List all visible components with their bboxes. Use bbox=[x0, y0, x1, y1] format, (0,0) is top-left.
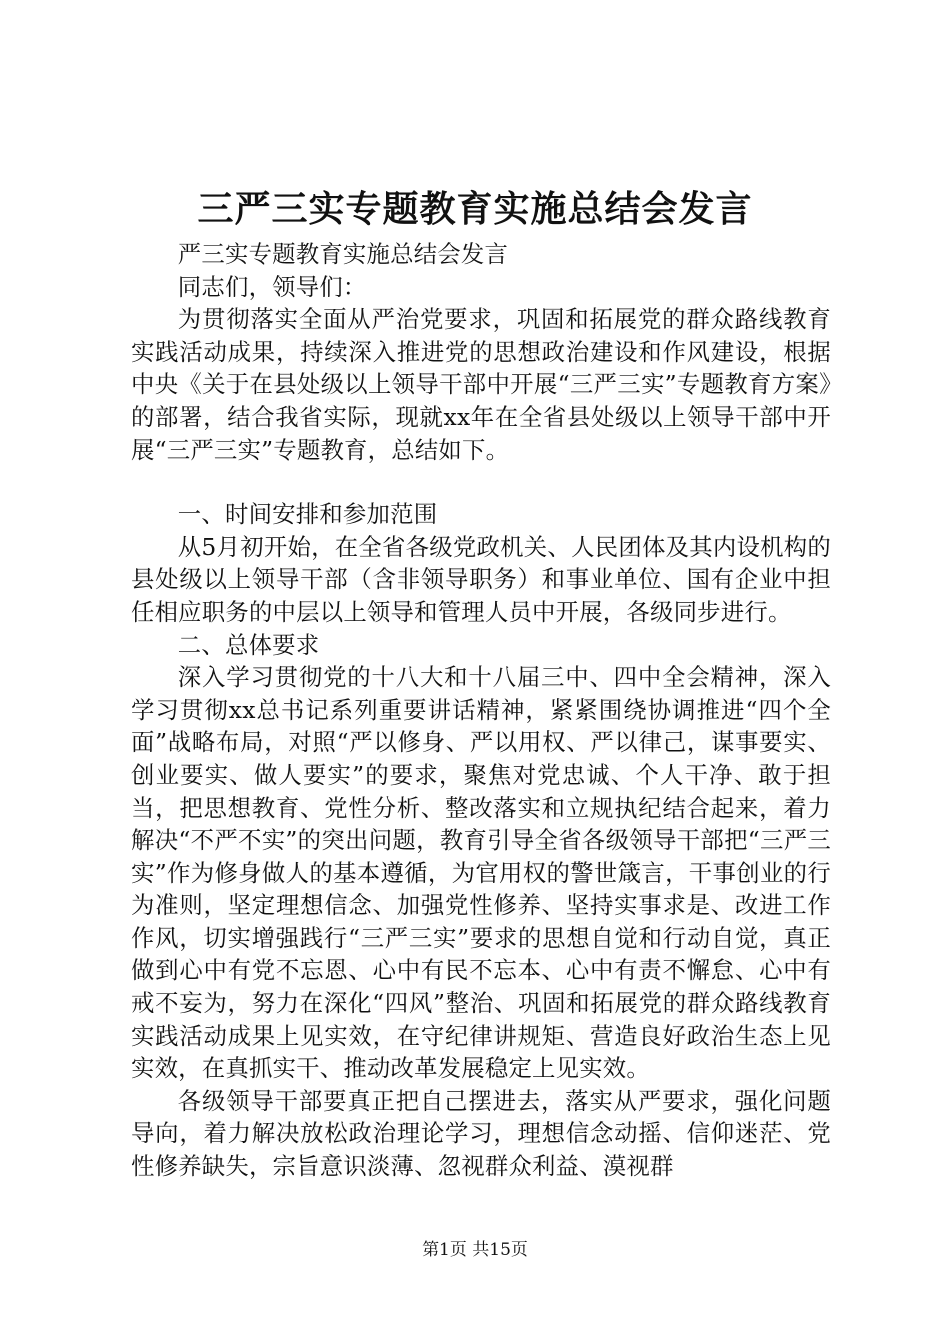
salutation-paragraph: 同志们，领导们： bbox=[177, 272, 367, 301]
section-heading-time-scope: 一、时间安排和参加范围 bbox=[177, 500, 438, 529]
time-scope-paragraph: 从5月初开始，在全省各级党政机关、人民团体及其内设机构的县处级以上领导干部（含非领导职务）和事业单位、国有企业中担任相应职务的中层以上领导和管理人员中开展，各级同步进行。 bbox=[131, 532, 831, 626]
page-number-footer: 第1页 共15页 bbox=[422, 1240, 528, 1260]
document-title: 三严三实专题教育实施总结会发言 bbox=[197, 188, 753, 230]
leaders-requirements-paragraph: 各级领导干部要真正把自己摆进去，落实从严要求，强化问题导向，着力解决放松政治理论学习，理想信念动摇、信仰迷茫、党性修养缺失，宗旨意识淡薄、忽视群众利益、漠视群 bbox=[131, 1086, 831, 1181]
subtitle-paragraph: 严三实专题教育实施总结会发言 bbox=[177, 240, 509, 268]
section-heading-overall-requirements: 二、总体要求 bbox=[177, 630, 320, 659]
overall-requirements-paragraph: 深入学习贯彻党的十八大和十八届三中、四中全会精神，深入学习贯彻xx总书记系列重要讲话精神，紧紧围绕协调推进“四个全面”战略布局，对照“严以修身、严以用权、严以律己，谋事要实、创业要实、做人要实”的要求，聚焦对党忠诚、个人干净、敢于担当，把思想教育、党性分析、整改落实和立规执纪结合起来，着力解决“不严不实”的突出问题，教育引导全省各级领导干部把“三严三实”作为修身做人的基本遵循，为官用权的警世箴言，干事创业的行为准则，坚定理想信念、加强党性修养、坚持实事求是、改进工作作风，切实增强践行“三严三实”要求的思想自觉和行动自觉，真正做到心中有党不忘恩、心中有民不忘本、心中有责不懈怠、心中有戒不妄为，努力在深化“四风”整治、巩固和拓展党的群众路线教育实践活动成果上见实效，在守纪律讲规矩、营造良好政治生态上见实效，在真抓实干、推动改革发展稳定上见实效。 bbox=[131, 663, 831, 1083]
intro-paragraph: 为贯彻落实全面从严治党要求，巩固和拓展党的群众路线教育实践活动成果，持续深入推进党的思想政治建设和作风建设，根据中央《关于在县处级以上领导干部中开展“三严三实”专题教育方案》的部署，结合我省实际，现就xx年在全省县处级以上领导干部中开展“三严三实”专题教育，总结如下。 bbox=[131, 305, 831, 464]
document-body bbox=[131, 238, 831, 1183]
